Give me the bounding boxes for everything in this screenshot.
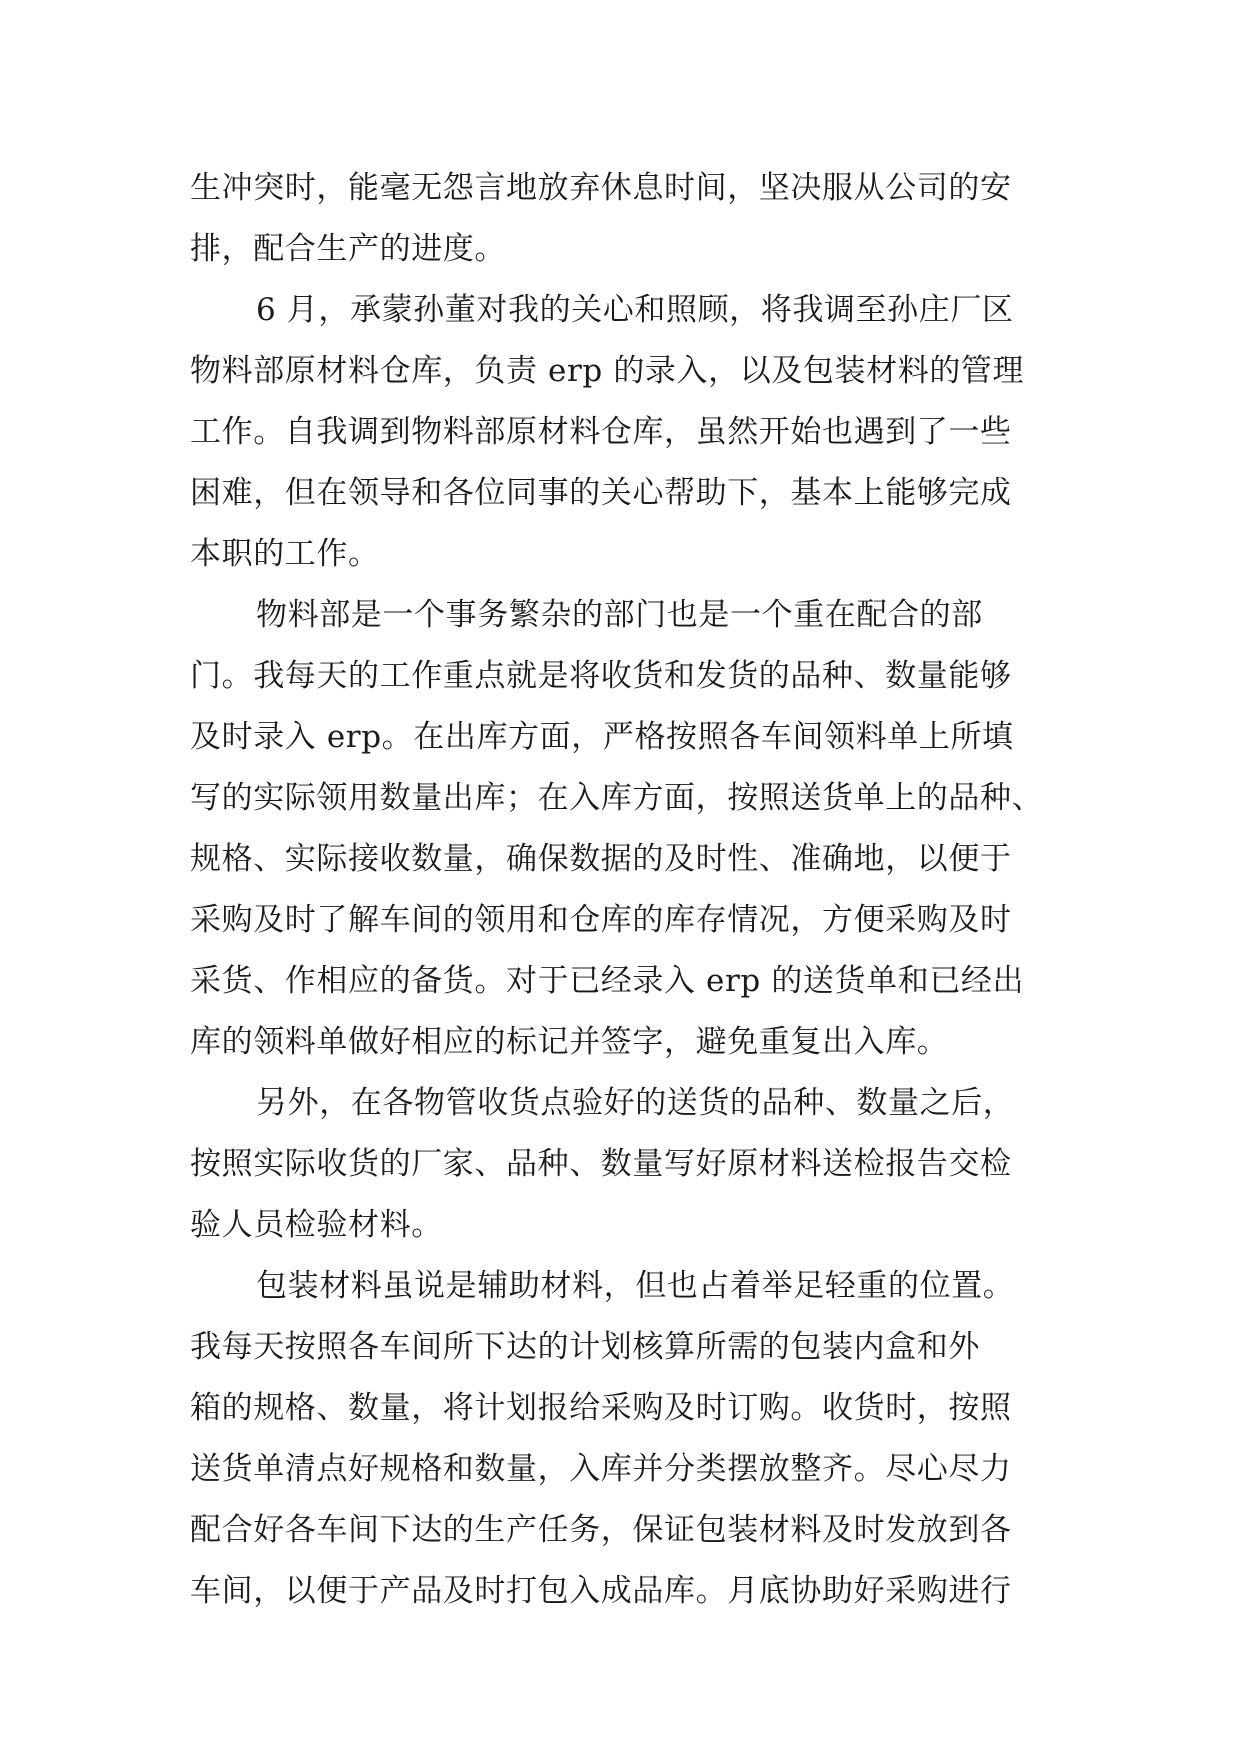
text-line: 排，配合生产的进度。 <box>190 231 506 267</box>
document-body <box>190 158 1050 1622</box>
text-line: 采货、作相应的备货。对于已经录入 erp 的送货单和已经出 <box>190 963 1025 999</box>
text-line: 箱的规格、数量，将计划报给采购及时订购。收货时，按照 <box>190 1390 1012 1426</box>
text-line: 送货单清点好规格和数量，入库并分类摆放整齐。尽心尽力 <box>190 1451 1012 1487</box>
text-line: 生冲突时，能毫无怨言地放弃休息时间，坚决服从公司的安 <box>190 170 1012 206</box>
text-line: 按照实际收货的厂家、品种、数量写好原材料送检报告交检 <box>190 1146 1012 1182</box>
text-line: 物料部是一个事务繁杂的部门也是一个重在配合的部 <box>256 597 983 633</box>
text-line: 写的实际领用数量出库；在入库方面，按照送货单上的品种、 <box>190 780 1044 816</box>
text-line: 门。我每天的工作重点就是将收货和发货的品种、数量能够 <box>190 658 1012 694</box>
text-line: 困难，但在领导和各位同事的关心帮助下，基本上能够完成 <box>190 475 1012 511</box>
text-line: 我每天按照各车间所下达的计划核算所需的包装内盒和外 <box>190 1329 980 1365</box>
text-line: 及时录入 erp。在出库方面，严格按照各车间领料单上所填 <box>190 719 1014 755</box>
paragraph <box>190 1256 1050 1622</box>
text-line: 规格、实际接收数量，确保数据的及时性、准确地，以便于 <box>190 841 1012 877</box>
text-line: 物料部原材料仓库，负责 erp 的录入，以及包装材料的管理 <box>190 353 1025 389</box>
text-line: 采购及时了解车间的领用和仓库的库存情况，方便采购及时 <box>190 902 1012 938</box>
text-line: 工作。自我调到物料部原材料仓库，虽然开始也遇到了一些 <box>190 414 1012 450</box>
paragraph <box>190 158 1050 280</box>
text-line: 另外，在各物管收货点验好的送货的品种、数量之后， <box>256 1085 1015 1121</box>
text-line: 本职的工作。 <box>190 536 380 572</box>
text-line: 配合好各车间下达的生产任务，保证包装材料及时发放到各 <box>190 1512 1012 1548</box>
paragraph <box>190 1073 1050 1256</box>
text-line: 库的领料单做好相应的标记并签字，避免重复出入库。 <box>190 1024 949 1060</box>
paragraph <box>190 280 1050 585</box>
text-line: 车间，以便于产品及时打包入成品库。月底协助好采购进行 <box>190 1573 1012 1609</box>
text-line: 包装材料虽说是辅助材料，但也占着举足轻重的位置。 <box>256 1268 1015 1304</box>
text-line: 6 月，承蒙孙董对我的关心和照顾，将我调至孙庄厂区 <box>256 292 1014 328</box>
paragraph <box>190 585 1050 1073</box>
text-line: 验人员检验材料。 <box>190 1207 443 1243</box>
